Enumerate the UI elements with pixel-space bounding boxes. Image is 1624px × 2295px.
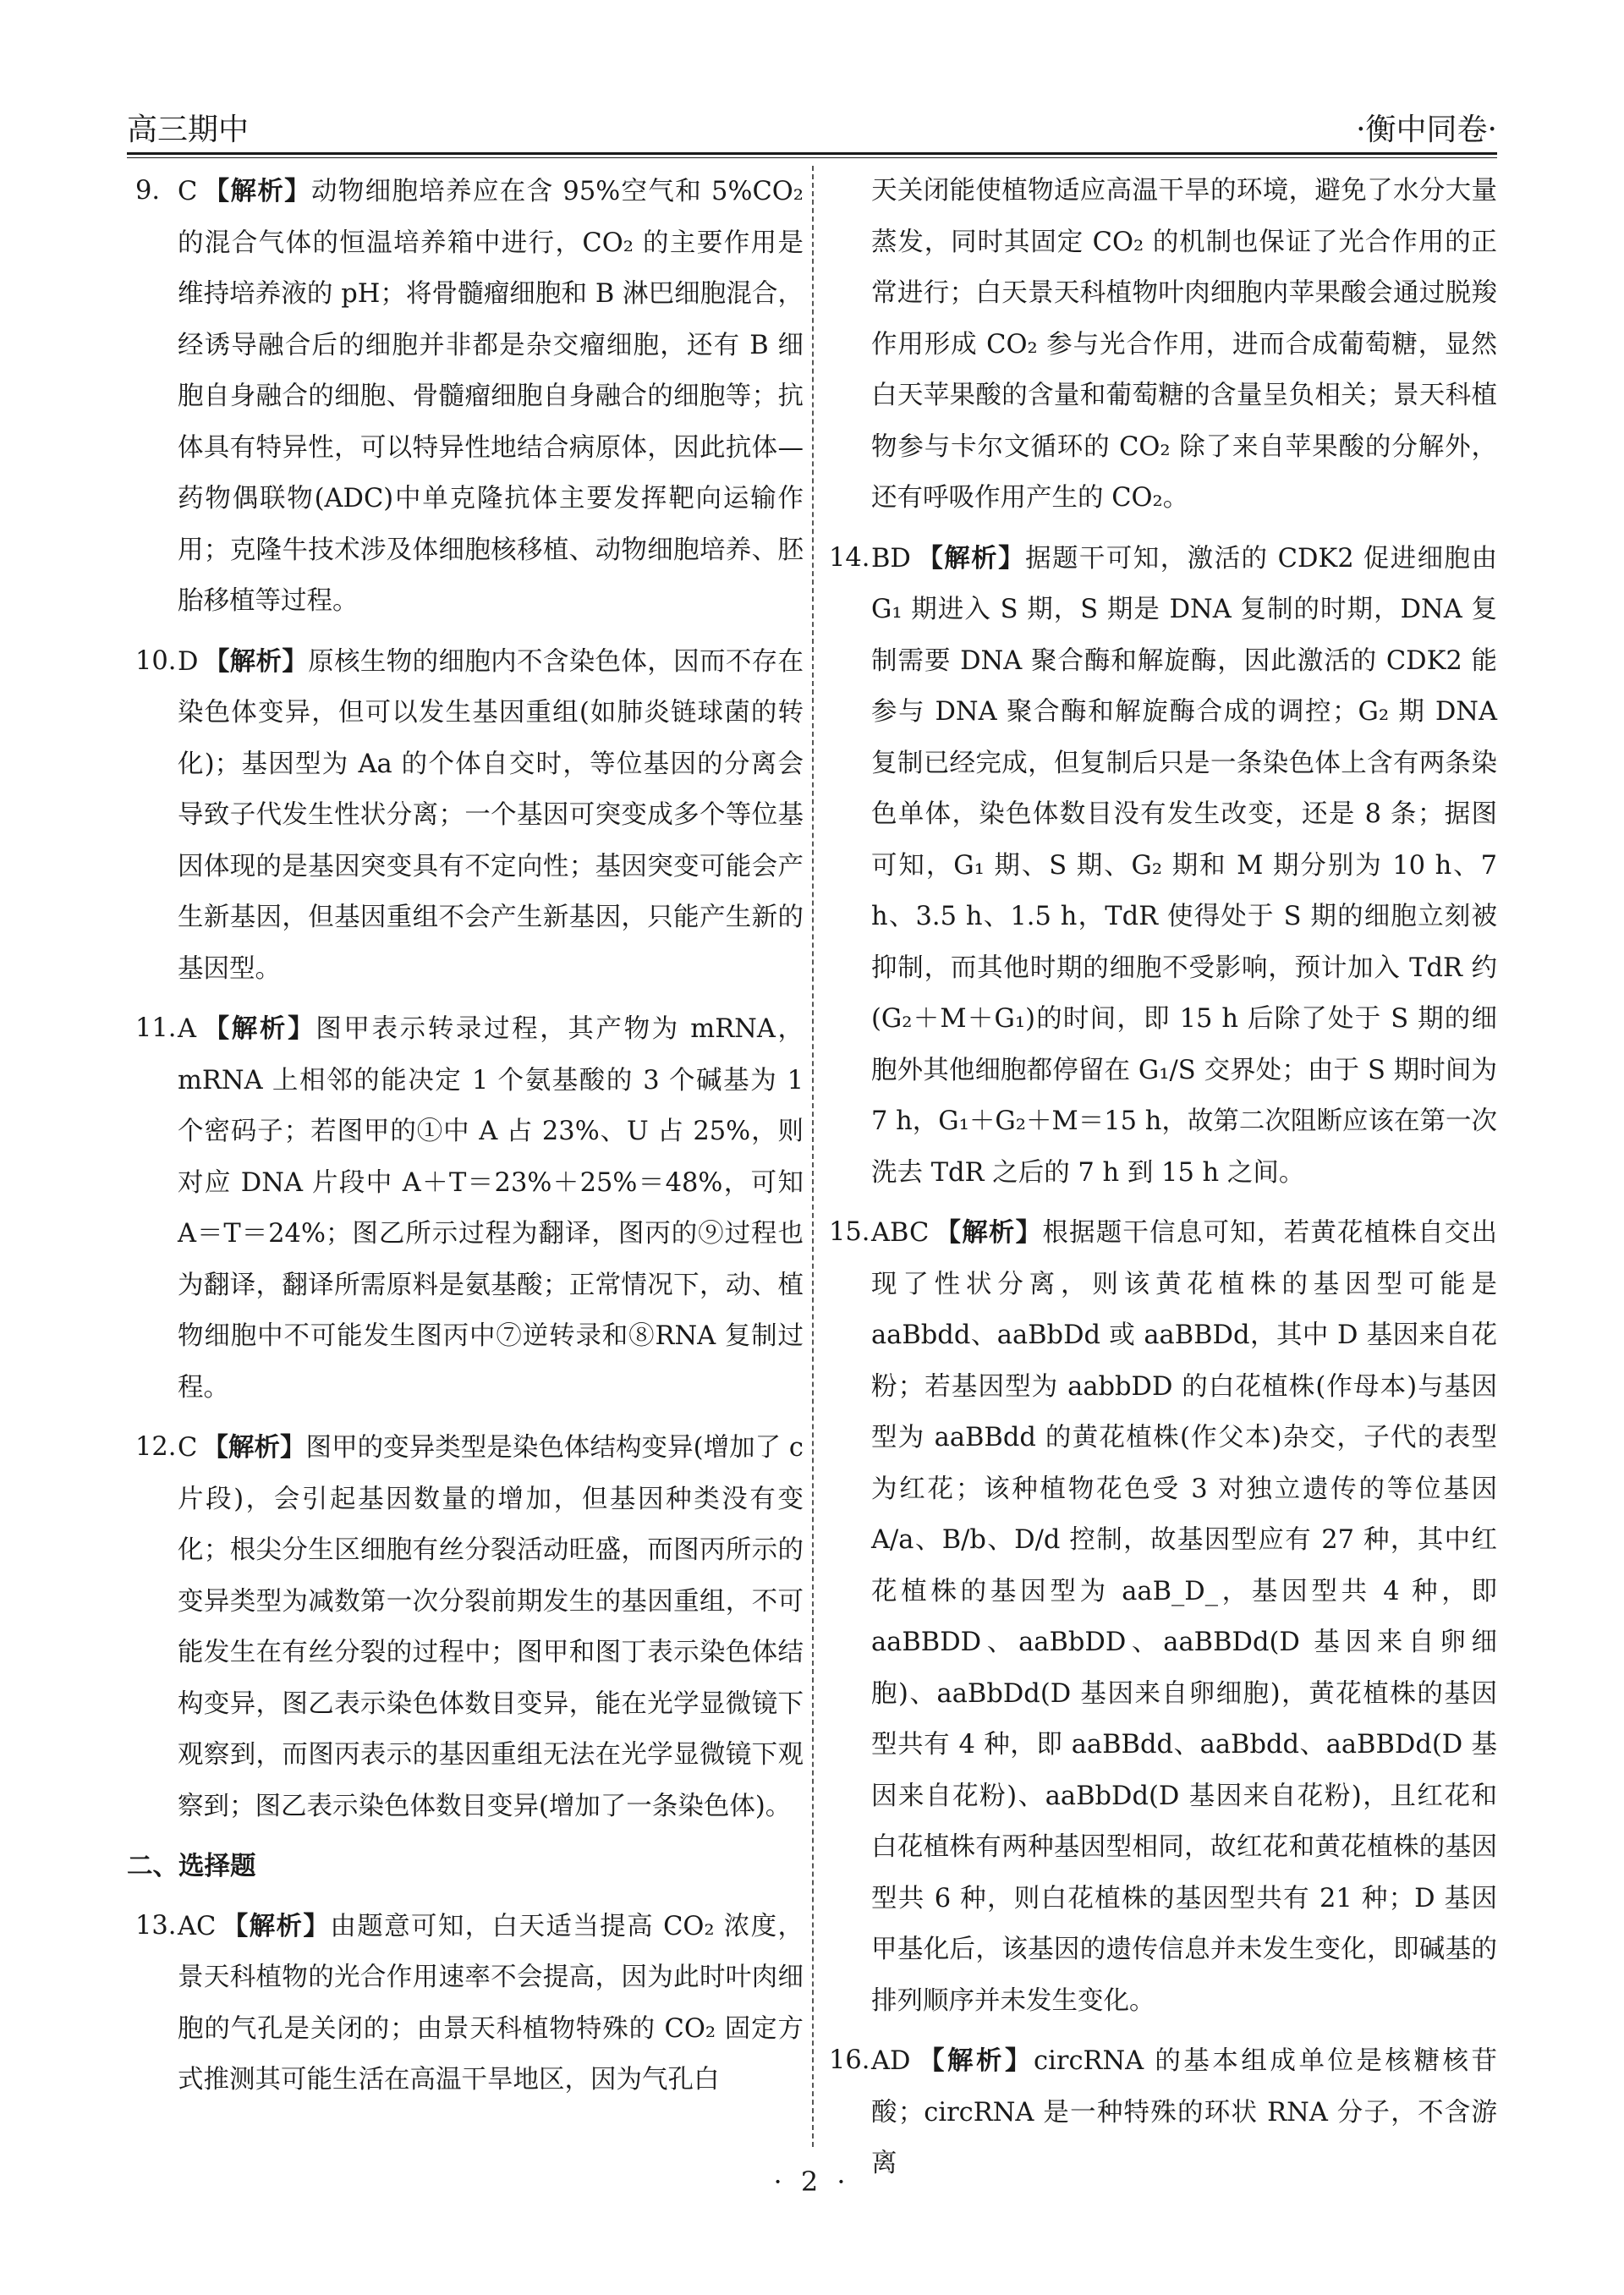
item-answer: BD: [871, 543, 911, 574]
analysis-tag: 【解析】: [221, 1910, 331, 1941]
item-text: 天关闭能使植物适应高温干旱的环境，避免了水分大量蒸发，同时其固定 CO₂ 的机制也保证了光合作用的正常进行；白天景天科植物叶肉细胞内苹果酸会通过脱羧作用形成 CO₂ 参与光合作用，进而合成葡萄糖，显然白天苹果酸的含量和葡萄糖的含量呈负相关；景天科植物参与卡尔文循环的 CO₂ 除了来自苹果酸的分解外，还有呼吸作用产生的 CO₂。: [871, 176, 1497, 513]
header-left-title: 高三期中: [127, 113, 250, 147]
item-answer: C: [178, 1433, 198, 1463]
analysis-tag: 【解析】: [202, 1432, 306, 1463]
section-title: 二、选择题: [127, 1851, 256, 1881]
item-number: 14.: [829, 542, 870, 573]
item-answer: AD: [871, 2046, 911, 2076]
item-text: 据题干可知，激活的 CDK2 促进细胞由 G₁ 期进入 S 期，S 期是 DNA 复制的时期，DNA 复制需要 DNA 聚合酶和解旋酶，因此激活的 CDK2 能参与 DNA 聚合酶和解旋酶合成的调控；G₂ 期 DNA 复制已经完成，但复制后只是一条染色体上含有两条染色单体，染色体数目没有发生改变，还是 8 条；据图可知，G₁ 期、S 期、G₂ 期和 M 期分别为 10 h、7 h、3.5 h、1.5 h，TdR 使得处于 S 期的细胞立刻被抑制，而其他时期的细胞不受影响，预计加入 TdR 约(G₂＋M＋G₁)的时间，即 15 h 后除了处于 S 期的细胞外其他细胞都停留在 G₁/S 交界处；由于 S 期时间为 7 h，G₁＋G₂＋M＝15 h，故第二次阻断应该在第一次洗去 TdR 之后的 7 h 到 15 h 之间。: [871, 543, 1497, 1188]
header-rule-thin: [127, 157, 1497, 158]
answer-item-11: [127, 1003, 804, 1414]
analysis-tag: 【解析】: [915, 542, 1026, 574]
item-number: 15.: [829, 1217, 870, 1247]
answer-item-13: [127, 1901, 804, 2106]
item-number: 13.: [135, 1910, 177, 1941]
answer-item-9: [127, 166, 804, 628]
item-text: 原核生物的细胞内不含染色体，因而不存在染色体变异，但可以发生基因重组(如肺炎链球菌的转化)；基因型为 Aa 的个体自交时，等位基因的分离会导致子代发生性状分离；一个基因可突变成多个等位基因体现的是基因突变具有不定向性；基因突变可能会产生新基因，但基因重组不会产生新基因，只能产生新的基因型。: [178, 646, 804, 984]
answer-item-15: [820, 1207, 1497, 2027]
item-number: 16.: [829, 2045, 870, 2075]
left-column: [127, 166, 804, 2115]
analysis-tag: 【解析】: [201, 1013, 316, 1044]
item-answer: AC: [178, 1911, 217, 1941]
analysis-tag: 【解析】: [915, 2045, 1034, 2076]
item-number: 10.: [135, 645, 177, 676]
answer-item-13-continued: [820, 166, 1497, 524]
item-text: 根据题干信息可知，若黄花植株自交出现了性状分离，则该黄花植株的基因型可能是 aaBbdd、aaBbDd 或 aaBBDd，其中 D 基因来自花粉；若基因型为 aabbDD 的白花植株(作母本)与基因型为 aaBBdd 的黄花植株(作父本)杂交，子代的表型为红花；该种植物花色受 3 对独立遗传的等位基因 A/a、B/b、D/d 控制，故基因型应有 27 种，其中红花植株的基因型为 aaB_D_，基因型共 4 种，即 aaBBDD、aaBbDD、aaBBDd(D 基因来自卵细胞)、aaBbDd(D 基因来自卵细胞)，黄花植株的基因型共有 4 种，即 aaBBdd、aaBbdd、aaBBDd(D 基因来自花粉)、aaBbDd(D 基因来自花粉)，且红花和白花植株有两种基因型相同，故红花和黄花植株的基因型共 6 种，则白花植株的基因型共有 21 种；D 基因甲基化后，该基因的遗传信息并未发生变化，即碱基的排列顺序并未发生变化。: [871, 1218, 1498, 2016]
item-answer: D: [178, 646, 199, 677]
answer-item-12: [127, 1422, 804, 1832]
column-divider: [812, 166, 814, 2147]
answer-item-14: [820, 533, 1497, 1200]
analysis-tag: 【解析】: [202, 176, 311, 206]
analysis-tag: 【解析】: [203, 645, 309, 677]
answer-item-10: [127, 636, 804, 996]
page-header: [127, 108, 1497, 149]
page-number: · 2 ·: [773, 2166, 851, 2198]
analysis-tag: 【解析】: [934, 1217, 1043, 1248]
item-number: 11.: [135, 1013, 177, 1043]
right-column: [820, 166, 1497, 2199]
item-answer: A: [178, 1014, 197, 1044]
item-text: 图甲的变异类型是染色体结构变异(增加了 c 片段)，会引起基因数量的增加，但基因种类没有变化；根尖分生区细胞有丝分裂活动旺盛，而图丙所示的变异类型为减数第一次分裂前期发生的基因重组，不可能发生在有丝分裂的过程中；图甲和图丁表示染色体结构变异，图乙表示染色体数目变异，能在光学显微镜下观察到，而图丙表示的基因重组无法在光学显微镜下观察到；图乙表示染色体数目变异(增加了一条染色体)。: [178, 1433, 804, 1821]
item-text: circRNA 的基本组成单位是核糖核苷酸；circRNA 是一种特殊的环状 RNA 分子，不含游离: [871, 2046, 1498, 2178]
item-answer: ABC: [871, 1218, 930, 1248]
item-text: 图甲表示转录过程，其产物为 mRNA，mRNA 上相邻的能决定 1 个氨基酸的 3 个碱基为 1 个密码子；若图甲的①中 A 占 23%、U 占 25%，则对应 DNA 片段中 A＋T＝23%＋25%＝48%，可知 A＝T＝24%；图乙所示过程为翻译，图丙的⑨过程也为翻译，翻译所需原料是氨基酸；正常情况下，动、植物细胞中不可能发生图丙中⑦逆转录和⑧RNA 复制过程。: [178, 1014, 804, 1403]
item-text: 由题意可知，白天适当提高 CO₂ 浓度，景天科植物的光合作用速率不会提高，因为此时叶肉细胞的气孔是关闭的；由景天科植物特殊的 CO₂ 固定方式推测其可能生活在高温干旱地区，因为气孔白: [178, 1911, 804, 2095]
item-number: 9.: [135, 176, 161, 206]
header-rule: [127, 152, 1497, 155]
item-text: 动物细胞培养应在含 95%空气和 5%CO₂ 的混合气体的恒温培养箱中进行，CO₂ 的主要作用是维持培养液的 pH；将骨髓瘤细胞和 B 淋巴细胞混合，经诱导融合后的细胞并非都是杂交瘤细胞，还有 B 细胞自身融合的细胞、骨髓瘤细胞自身融合的细胞等；抗体具有特异性，可以特异性地结合病原体，因此抗体—药物偶联物(ADC)中单克隆抗体主要发挥靶向运输作用；克隆牛技术涉及体细胞核移植、动物细胞培养、胚胎移植等过程。: [178, 177, 804, 616]
header-right-title: ·衡中同卷·: [1356, 113, 1497, 147]
item-number: 12.: [135, 1432, 177, 1462]
item-answer: C: [178, 177, 198, 206]
